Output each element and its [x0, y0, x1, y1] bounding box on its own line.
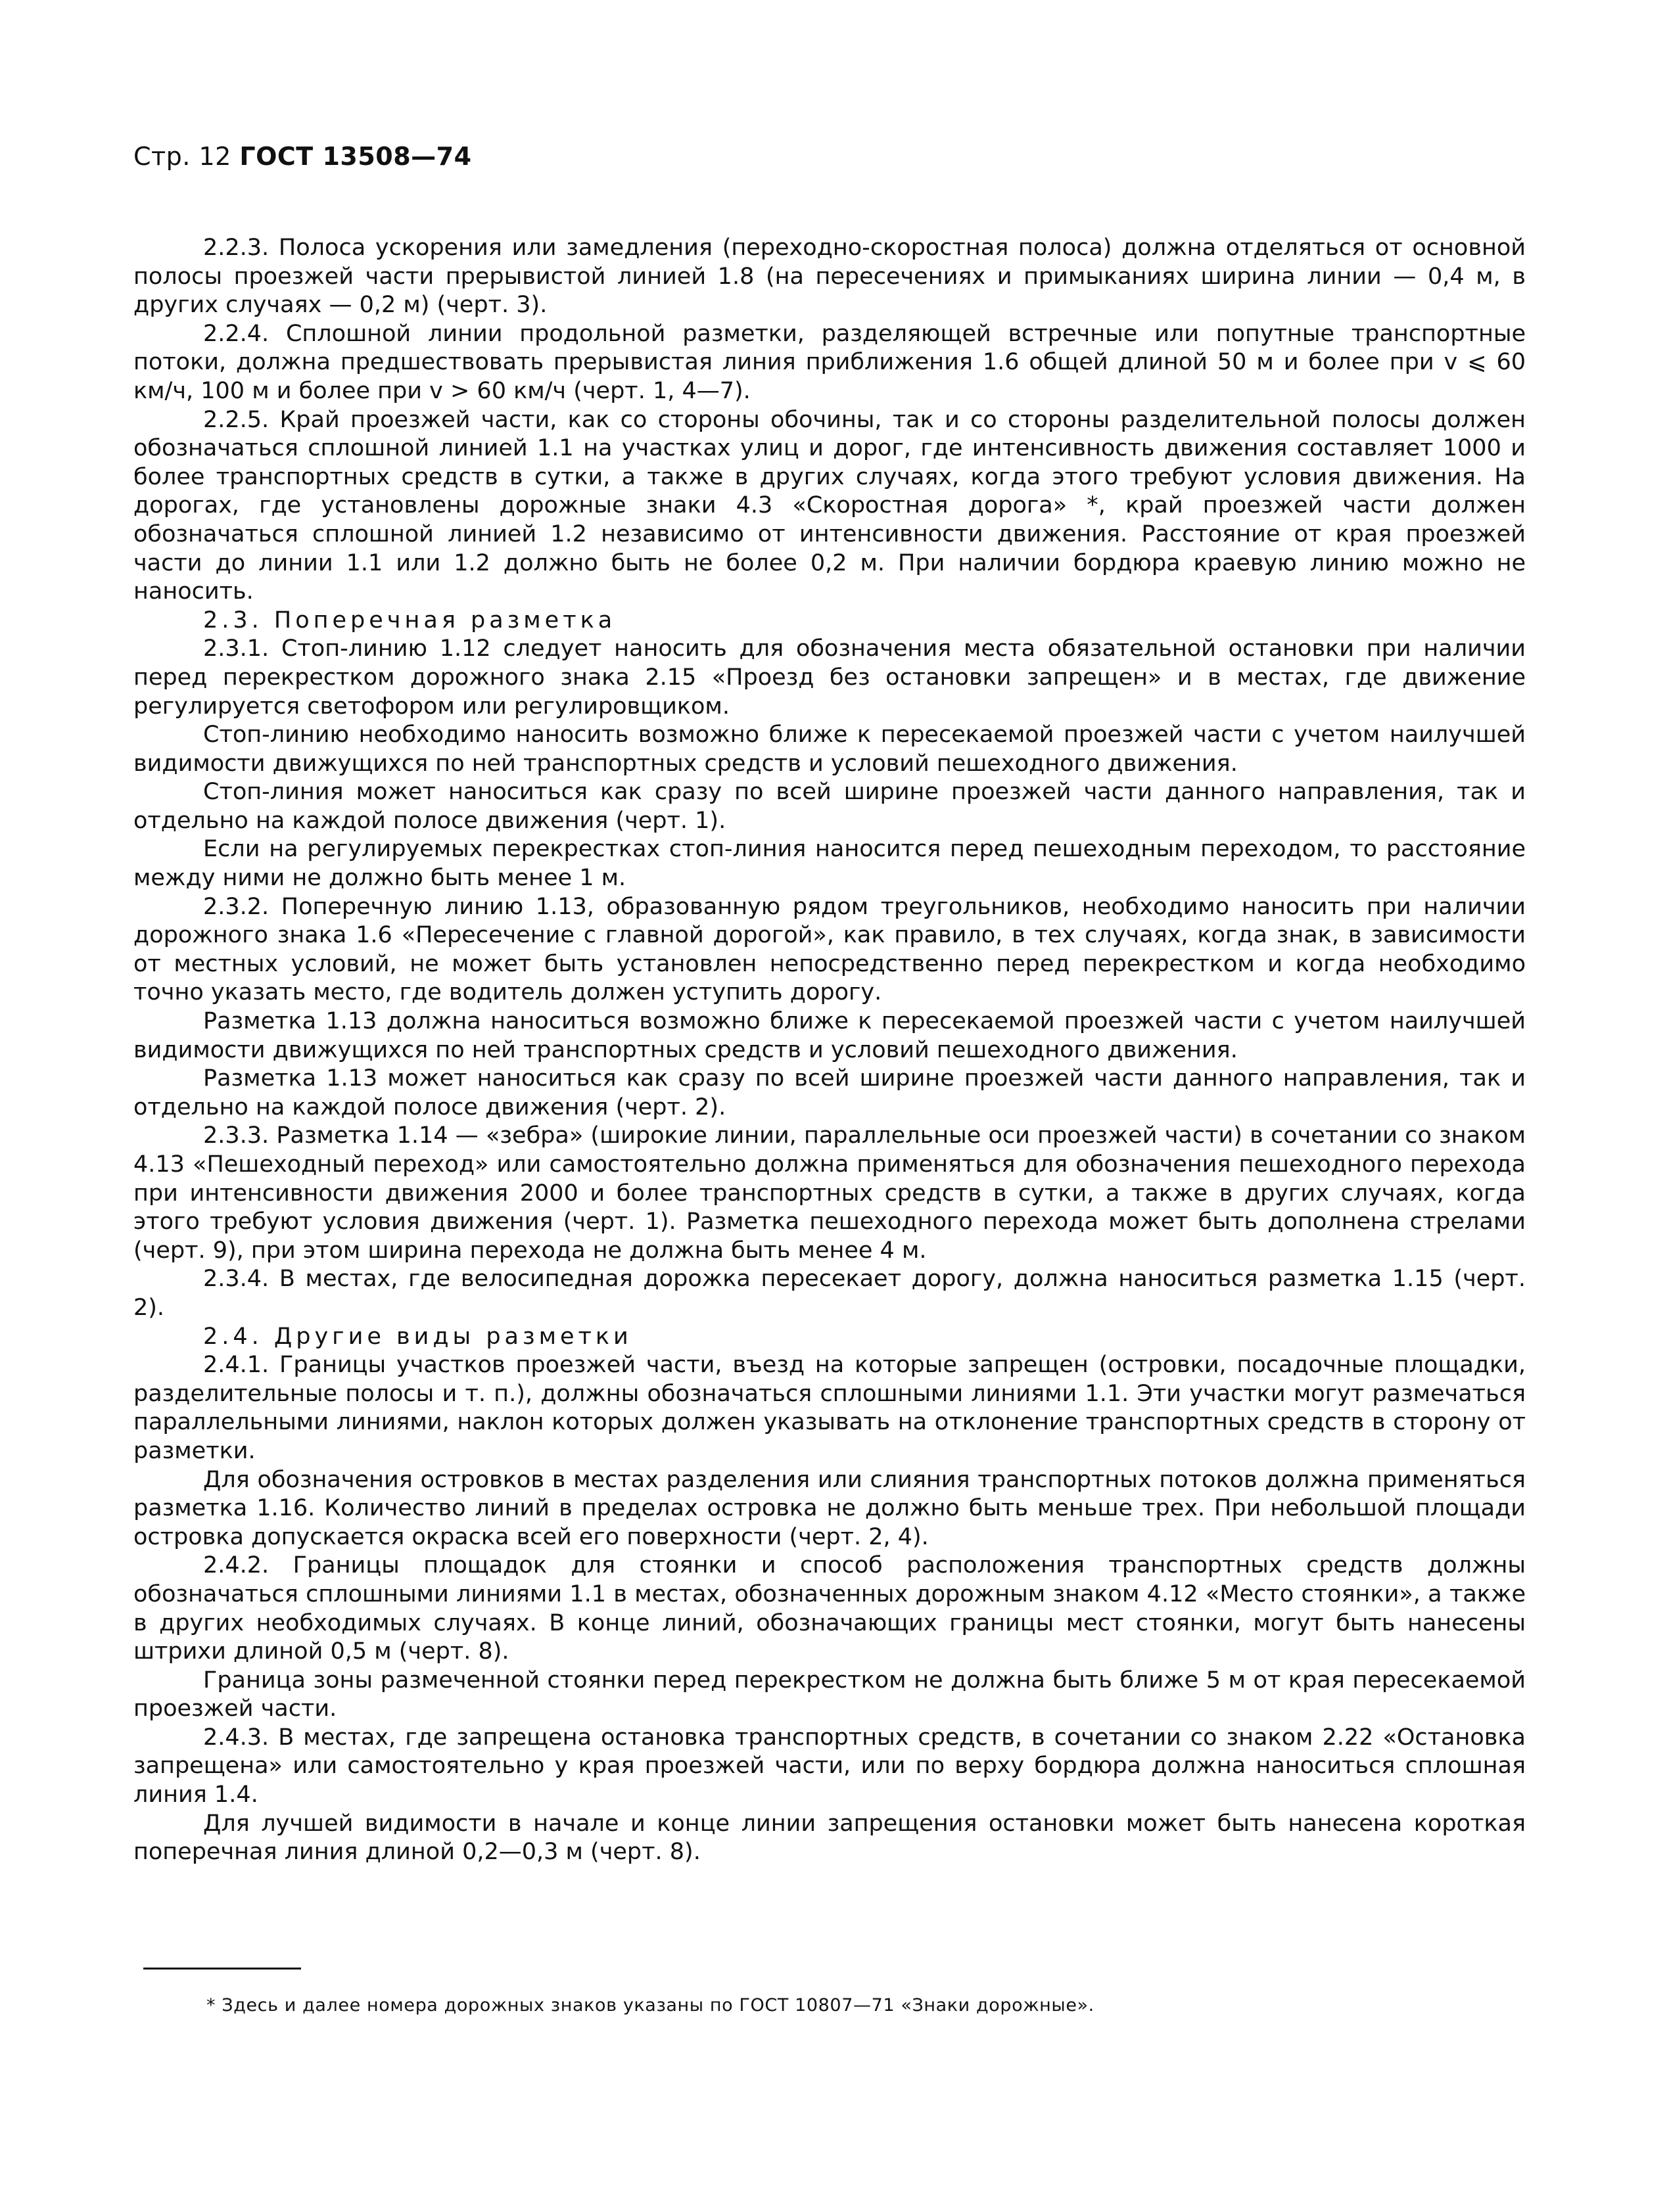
- paragraph-2-3-4: 2.3.4. В местах, где велосипедная дорожка пересекает дорогу, должна наноситься разметка 1.15 (черт. 2).: [133, 1266, 1526, 1321]
- paragraph: Для лучшей видимости в начале и конце линии запрещения остановки может быть нанесена короткая поперечная линия длиной 0,2—0,3 м (черт. 8).: [133, 1810, 1526, 1866]
- document-body: [133, 234, 1526, 1867]
- paragraph: Стоп-линия может наноситься как сразу по всей ширине проезжей части данного направления, так и отдельно на каждой полосе движения (черт. 1).: [133, 779, 1526, 834]
- footnote-divider: [143, 1968, 301, 1970]
- footnote: * Здесь и далее номера дорожных знаков указаны по ГОСТ 10807—71 «Знаки дорожные».: [206, 1995, 1094, 2016]
- paragraph: Разметка 1.13 может наноситься как сразу по всей ширине проезжей части данного направления, так и отдельно на каждой полосе движения (черт. 2).: [133, 1065, 1526, 1120]
- paragraph: Если на регулируемых перекрестках стоп-линия наносится перед пешеходным переходом, то расстояние между ними не должно быть менее 1 м.: [133, 836, 1526, 892]
- paragraph-2-3-2: 2.3.2. Поперечную линию 1.13, образованную рядом треугольников, необходимо наносить при наличии дорожного знака 1.6 «Пересечение с главной дорогой», как правило, в тех случаях, когда знак, в зависимости от местных условий, не может быть установлен непосредственно перед перекрестком и когда необходимо точно указать место, где водитель должен уступить дорогу.: [133, 893, 1526, 1006]
- paragraph-2-3-1: 2.3.1. Стоп-линию 1.12 следует наносить для обозначения места обязательной остановки при наличии перед перекрестком дорожного знака 2.15 «Проезд без остановки запрещен» и в местах, где движение регулируется светофором или регулировщиком.: [133, 635, 1526, 720]
- paragraph-2-4-2: 2.4.2. Границы площадок для стоянки и способ расположения транспортных средств должны обозначаться сплошными линиями 1.1 в местах, обозначенных дорожным знаком 4.12 «Место стоянки», а также в других необходимых случаях. В конце линий, обозначающих границы мест стоянки, могут быть нанесены штрихи длиной 0,5 м (черт. 8).: [133, 1552, 1526, 1665]
- paragraph-2-2-3: 2.2.3. Полоса ускорения или замедления (переходно-скоростная полоса) должна отделяться от основной полосы проезжей части прерывистой линией 1.8 (на пересечениях и примыканиях ширина линии — 0,4 м, в других случаях — 0,2 м) (черт. 3).: [133, 235, 1526, 319]
- page-number-label: Стр. 12: [133, 142, 231, 171]
- paragraph: Граница зоны размеченной стоянки перед перекрестком не должна быть ближе 5 м от края пересекаемой проезжей части.: [133, 1667, 1526, 1722]
- paragraph-2-2-4: 2.2.4. Сплошной линии продольной разметки, разделяющей встречные или попутные транспортные потоки, должна предшествовать прерывистая линия приближения 1.6 общей длиной 50 м и более при v ⩽ 60 км/ч, 100 м и более при v > 60 км/ч (черт. 1, 4—7).: [133, 320, 1526, 404]
- paragraph-2-4-3: 2.4.3. В местах, где запрещена остановка транспортных средств, в сочетании со знаком 2.22 «Остановка запрещена» или самостоятельно у края проезжей части, или по верху бордюра должна наноситься сплошная линия 1.4.: [133, 1724, 1526, 1809]
- paragraph-2-2-5: 2.2.5. Край проезжей части, как со стороны обочины, так и со стороны разделительной полосы должен обозначаться сплошной линией 1.1 на участках улиц и дорог, где интенсивность движения составляет 1000 и более транспортных средств в сутки, а также в других случаях, когда этого требуют условия движения. На дорогах, где установлены дорожные знаки 4.3 «Скоростная дорога» *, край проезжей части должен обозначаться сплошной линией 1.2 независимо от интенсивности движения. Расстояние от края проезжей части до линии 1.1 или 1.2 должно быть не более 0,2 м. При наличии бордюра краевую линию можно не наносить.: [133, 406, 1526, 605]
- paragraph-2-4-1: 2.4.1. Границы участков проезжей части, въезд на которые запрещен (островки, посадочные площадки, разделительные полосы и т. п.), должны обозначаться сплошными линиями 1.1. Эти участки могут размечаться параллельными линиями, наклон которых должен указывать на отклонение транспортных средств в сторону от разметки.: [133, 1352, 1526, 1464]
- page-header: [133, 142, 472, 171]
- paragraph: Стоп-линию необходимо наносить возможно ближе к пересекаемой проезжей части с учетом наилучшей видимости движущихся по ней транспортных средств и условий пешеходного движения.: [133, 722, 1526, 777]
- paragraph-2-3-3: 2.3.3. Разметка 1.14 — «зебра» (широкие линии, параллельные оси проезжей части) в сочетании со знаком 4.13 «Пешеходный переход» или самостоятельно должна применяться для обозначения пешеходного перехода при интенсивности движения 2000 и более транспортных средств в сутки, а также в других случаях, когда этого требуют условия движения (черт. 1). Разметка пешеходного перехода может быть дополнена стрелами (черт. 9), при этом ширина перехода не должна быть менее 4 м.: [133, 1122, 1526, 1264]
- paragraph: Для обозначения островков в местах разделения или слияния транспортных потоков должна применяться разметка 1.16. Количество линий в пределах островка не должно быть меньше трех. При небольшой площади островка допускается окраска всей его поверхности (черт. 2, 4).: [133, 1466, 1526, 1550]
- section-heading-2-3: 2.3. Поперечная разметка: [203, 607, 617, 634]
- standard-number: ГОСТ 13508—74: [239, 142, 472, 171]
- section-heading-2-4: 2.4. Другие виды разметки: [203, 1323, 632, 1350]
- paragraph: Разметка 1.13 должна наноситься возможно ближе к пересекаемой проезжей части с учетом наилучшей видимости движущихся по ней транспортных средств и условий пешеходного движения.: [133, 1008, 1526, 1063]
